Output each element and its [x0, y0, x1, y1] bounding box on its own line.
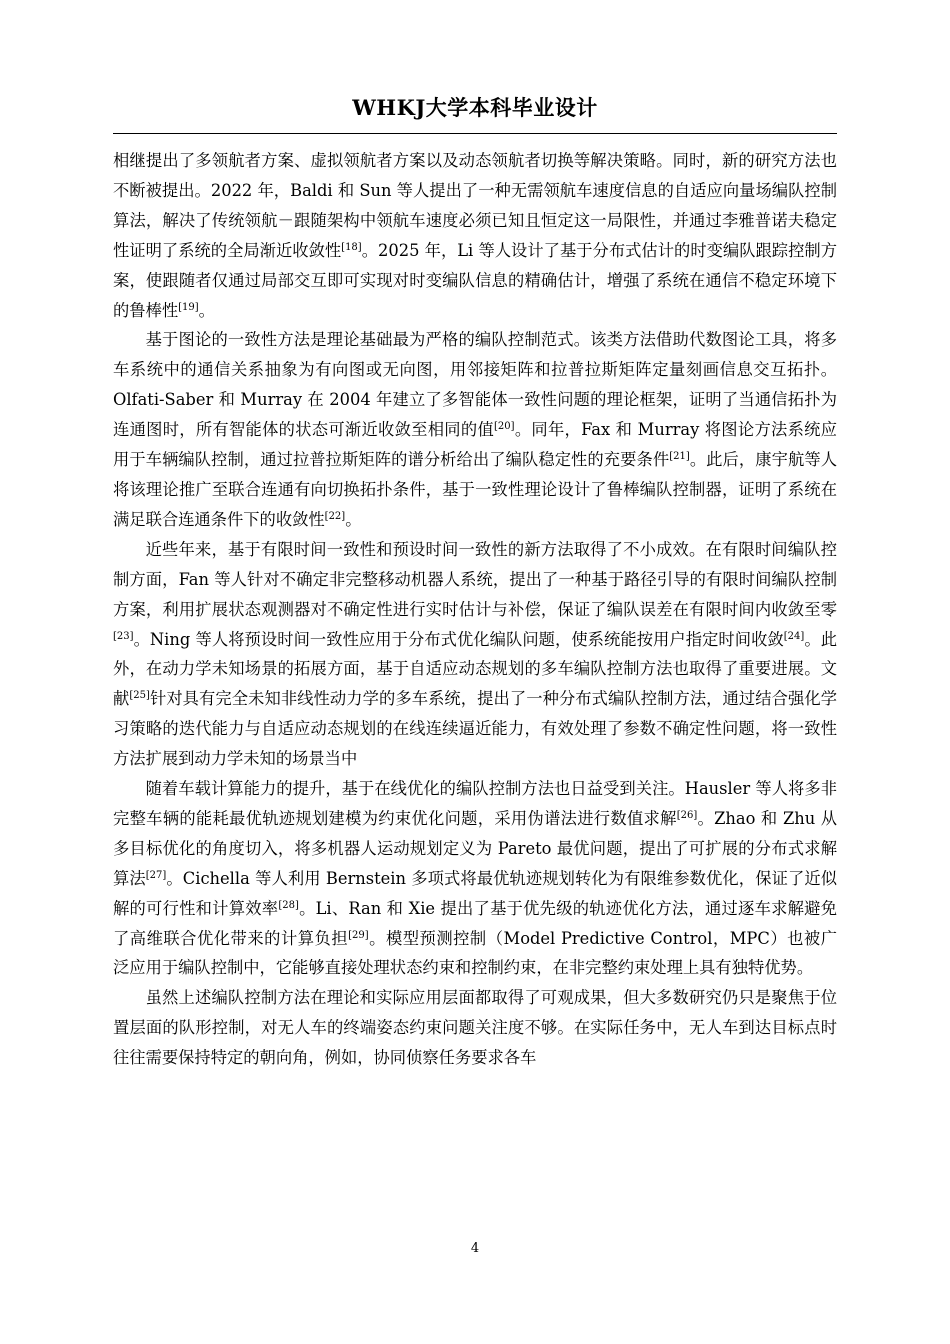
citation-ref: [25] — [129, 690, 150, 702]
text-segment: 。2025 年，Li 等人设计了基于分布式估计的时变编队跟踪控制方案，使跟随者仅通过局部交互即可实现对时变编队信息的精确估计，增强了系统在通信不稳定环境下的鲁棒性 — [113, 240, 837, 320]
citation-ref: [21] — [669, 451, 690, 463]
body-text — [113, 146, 837, 1073]
text-segment: 。Zhao 和 Zhu 从多目标优化的角度切入，将多机器人运动规划定义为 Pareto 最优问题，提出了可扩展的分布式求解算法 — [113, 808, 837, 888]
paragraph — [113, 535, 837, 774]
paragraph — [113, 146, 837, 325]
citation-ref: [28] — [278, 899, 299, 911]
citation-ref: [26] — [676, 809, 698, 821]
text-segment: 。此外，在动力学未知场景的拓展方面，基于自适应动态规划的多车编队控制方法也取得了重要进展。文献 — [113, 629, 837, 709]
page-number: 4 — [470, 1241, 480, 1256]
paragraph — [113, 774, 837, 983]
text-segment: 随着车载计算能力的提升，基于在线优化的编队控制方法也日益受到关注。Hausler 等人将多非完整车辆的能耗最优轨迹规划建模为约束优化问题，采用伪谱法进行数值求解 — [113, 779, 837, 828]
text-segment: 。模型预测控制（Model Predictive Control，MPC）也被广泛应用于编队控制中，它能够直接处理状态约束和控制约束，在非完整约束处理上具有独特优势。 — [113, 928, 837, 978]
citation-ref: [20] — [494, 421, 515, 433]
text-segment: 虽然上述编队控制方法在理论和实际应用层面都取得了可观成果，但大多数研究仍只是聚焦于位置层面的队形控制，对无人车的终端姿态约束问题关注度不够。在实际任务中，无人车到达目标点时往往需要保持特定的朝向角，例如，协同侦察任务要求各车 — [113, 988, 837, 1068]
header-divider — [113, 133, 837, 134]
citation-ref: [19] — [178, 301, 199, 313]
citation-ref: [22] — [324, 510, 346, 522]
text-segment: 。 — [345, 509, 362, 529]
text-segment: 。Li、Ran 和 Xie 提出了基于优先级的轨迹优化方法，通过逐车求解避免了高维联合优化带来的计算负担 — [113, 898, 837, 948]
text-segment: 针对具有完全未知非线性动力学的多车系统，提出了一种分布式编队控制方法，通过结合强化学习策略的迭代能力与自适应动态规划的在线连续逼近能力，有效处理了参数不确定性问题，将一致性方法扩展到动力学未知的场景当中 — [113, 689, 837, 769]
text-segment: 。此后，康宇航等人将该理论推广至联合连通有向切换拓扑条件，基于一致性理论设计了鲁棒编队控制器，证明了系统在满足联合连通条件下的收敛性 — [113, 450, 837, 529]
text-segment: 。 — [198, 300, 215, 320]
citation-ref: [18] — [341, 241, 362, 253]
text-segment: 近些年来，基于有限时间一致性和预设时间一致性的新方法取得了不小成效。在有限时间编队控制方面，Fan 等人针对不确定非完整移动机器人系统，提出了一种基于路径引导的有限时间编队控制方案，利用扩展状态观测器对不确定性进行实时估计与补偿，保证了编队误差在有限时间内收敛至零 — [113, 539, 837, 619]
citation-ref: [29] — [348, 929, 369, 941]
citation-ref: [24] — [783, 630, 805, 642]
text-segment: 相继提出了多领航者方案、虚拟领航者方案以及动态领航者切换等解决策略。同时，新的研究方法也不断被提出。2022 年，Baldi 和 Sun 等人提出了一种无需领航车速度信息的自适应向量场编队控制算法，解决了传统领航－跟随架构中领航车速度必须已知且恒定这一局限性，并通过李雅普诺夫稳定性证明了系统的全局渐近收敛性 — [113, 151, 837, 260]
text-segment: 。同年，Fax 和 Murray 将图论方法系统应用于车辆编队控制，通过拉普拉斯矩阵的谱分析给出了编队稳定性的充要条件 — [113, 420, 837, 470]
text-segment: 基于图论的一致性方法是理论基础最为严格的编队控制范式。该类方法借助代数图论工具，将多车系统中的通信关系抽象为有向图或无向图，用邻接矩阵和拉普拉斯矩阵定量刻画信息交互拓扑。Olfati-Saber 和 Murray 在 2004 年建立了多智能体一致性问题的理论框架，证明了当通信拓扑为连通图时，所有智能体的状态可渐近收敛至相同的值 — [113, 330, 837, 440]
paragraph — [113, 983, 837, 1073]
citation-ref: [23] — [113, 630, 134, 642]
text-segment: 。Ning 等人将预设时间一致性应用于分布式优化编队问题，使系统能按用户指定时间收敛 — [133, 629, 784, 649]
page-header-title: WHKJ大学本科毕业设计 — [352, 95, 598, 120]
text-segment: 。Cichella 等人利用 Bernstein 多项式将最优轨迹规划转化为有限维参数优化，保证了近似解的可行性和计算效率 — [113, 868, 837, 918]
paragraph — [113, 325, 837, 534]
citation-ref: [27] — [145, 869, 167, 881]
